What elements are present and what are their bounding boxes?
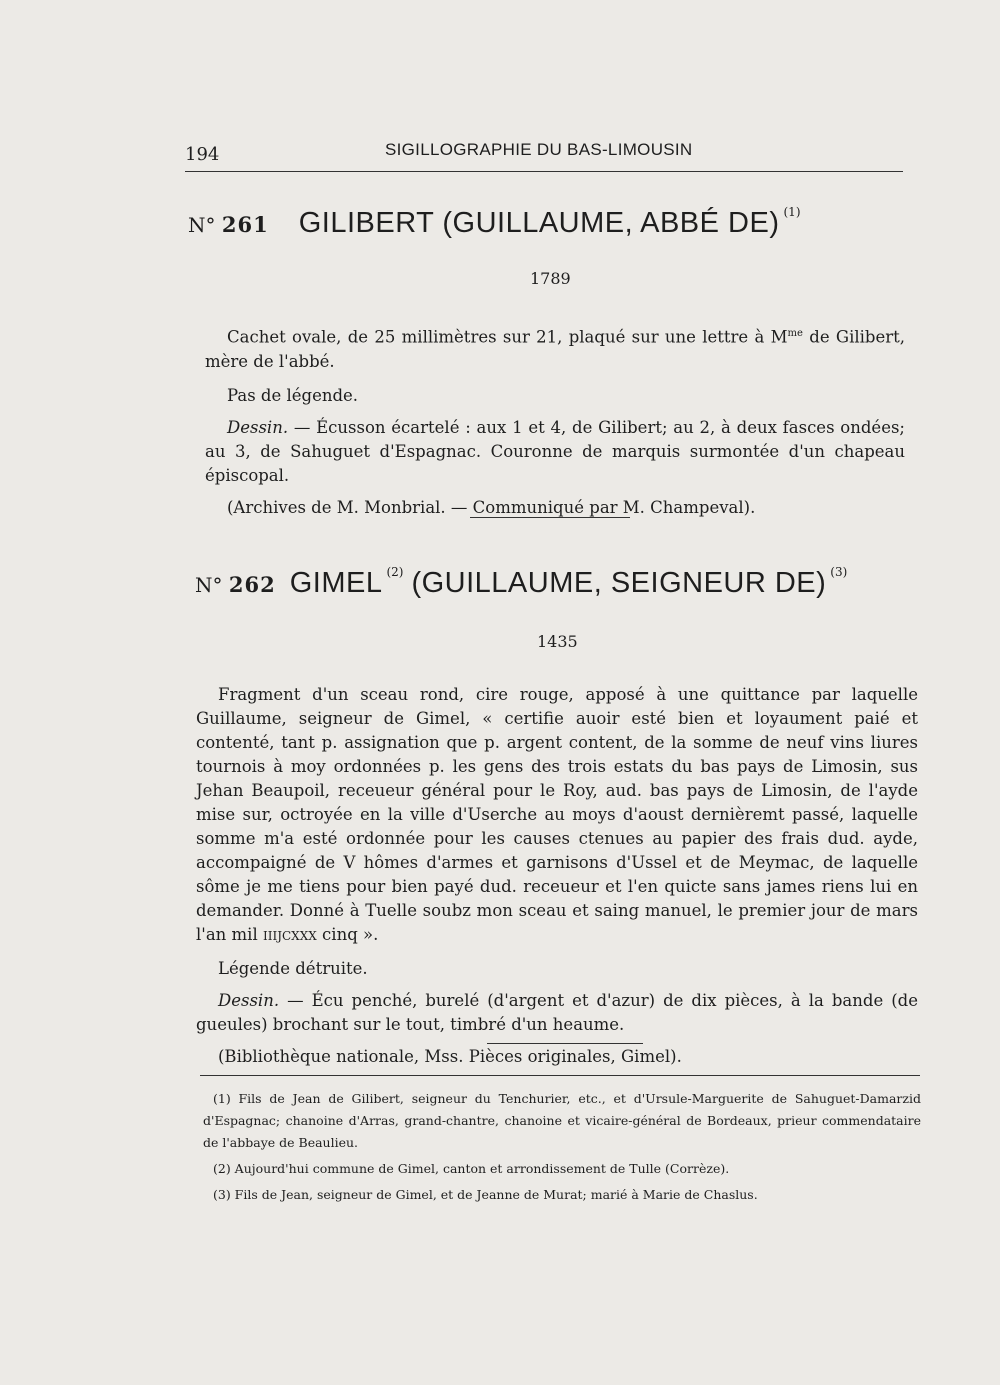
dessin: Dessin. — Écu penché, burelé (d'argent et d'azur) de dix pièces, à la bande (de gueules) brochant sur le tout, timbré d'un heaume. — [196, 991, 918, 1034]
dessin: Dessin. — Écusson écartelé : aux 1 et 4, de Gilibert; au 2, à deux fasces ondées; au 3, de Sahuguet d'Espagnac. Couronne de marquis surmontée d'un chapeau épiscopal. — [205, 417, 905, 485]
footnote-1: (1) Fils de Jean de Gilibert, seigneur du Tenchurier, etc., et d'Ursule-Marguerite de Sahuguet-Damarzid d'Espagnac; chanoine d'Arras, grand-chantre, chanoine et vicaire-général de Bordeaux, prieur commendataire de l'abbaye de Beaulieu. — [203, 1091, 921, 1150]
entry-name: GIMEL — [289, 567, 383, 599]
entry-number: N° 262 — [195, 572, 276, 597]
description: Fragment d'un sceau rond, cire rouge, apposé à une quittance par laquelle Guillaume, seigneur de Gimel, « certifie auoir esté bien et loyaument paié et contenté, tant p. assignation que p. argent content, de la somme de neuf vins liures tournois à moy ordonnées p. les gens des trois estats du bas pays de Limosin, sus Jehan Beaupoil, receueur général pour le Roy, aud. bas pays de Limosin, de l'ayde mise sur, octroyée en la ville d'Userche au moys d'aoust dernièremt passé, laquelle somme m'a esté ordonnée pour les causes ctenues au papier des frais dud. ayde, accompaigné de V hômes d'armes et garnisons d'Ussel et de Meymac, de laquelle sôme je me tiens pour bien payé dud. receueur et l'en quicte sans james riens lui en demander. Donné à Tuelle soubz mon sceau et saing manuel, le premier jour de mars l'an mil iiijcxxx cinq ». — [196, 685, 918, 944]
entry-name: GILIBERT (GUILLAUME, ABBÉ DE) — [298, 207, 780, 239]
description: Cachet ovale, de 25 millimètres sur 21, plaqué sur une lettre à $M^{me}$ de Gilibert, mère de l'abbé. — [205, 327, 905, 371]
source: (Bibliothèque nationale, Mss. Pièces originales, Gimel). — [218, 1047, 682, 1066]
footnote-3: (3) Fils de Jean, seigneur de Gimel, et de Jeanne de Murat; marié à Marie de Chaslus. — [213, 1187, 758, 1202]
entry-name-qualifier: (GUILLAUME, SEIGNEUR DE) — [411, 567, 827, 599]
footnote-ref: (2) — [386, 565, 404, 579]
entry-body-261 — [205, 322, 905, 520]
footnotes — [203, 1088, 921, 1206]
entry-year: 1435 — [537, 632, 578, 651]
page-header — [185, 138, 903, 170]
footnote-2: (2) Aujourd'hui commune de Gimel, canton et arrondissement de Tulle (Corrèze). — [213, 1161, 730, 1176]
legend: Légende détruite. — [218, 959, 368, 978]
running-head: SIGILLOGRAPHIE DU BAS-LIMOUSIN — [385, 140, 693, 159]
section-separator — [470, 517, 630, 518]
entry-number: N° 261 — [188, 212, 269, 237]
footnote-ref: (1) — [783, 205, 801, 219]
legend: Pas de légende. — [227, 385, 359, 405]
footnote-rule — [200, 1075, 920, 1076]
section-separator — [487, 1043, 643, 1044]
entry-year: 1789 — [530, 269, 571, 288]
entry-body-262 — [196, 683, 918, 1069]
source: (Archives de M. Monbrial. — Communiqué par M. Champeval). — [227, 497, 756, 517]
entry-title-262 — [195, 565, 851, 600]
page-number: 194 — [185, 144, 220, 165]
header-rule — [185, 171, 903, 172]
footnote-ref: (3) — [830, 565, 848, 579]
entry-title-261 — [188, 205, 805, 240]
